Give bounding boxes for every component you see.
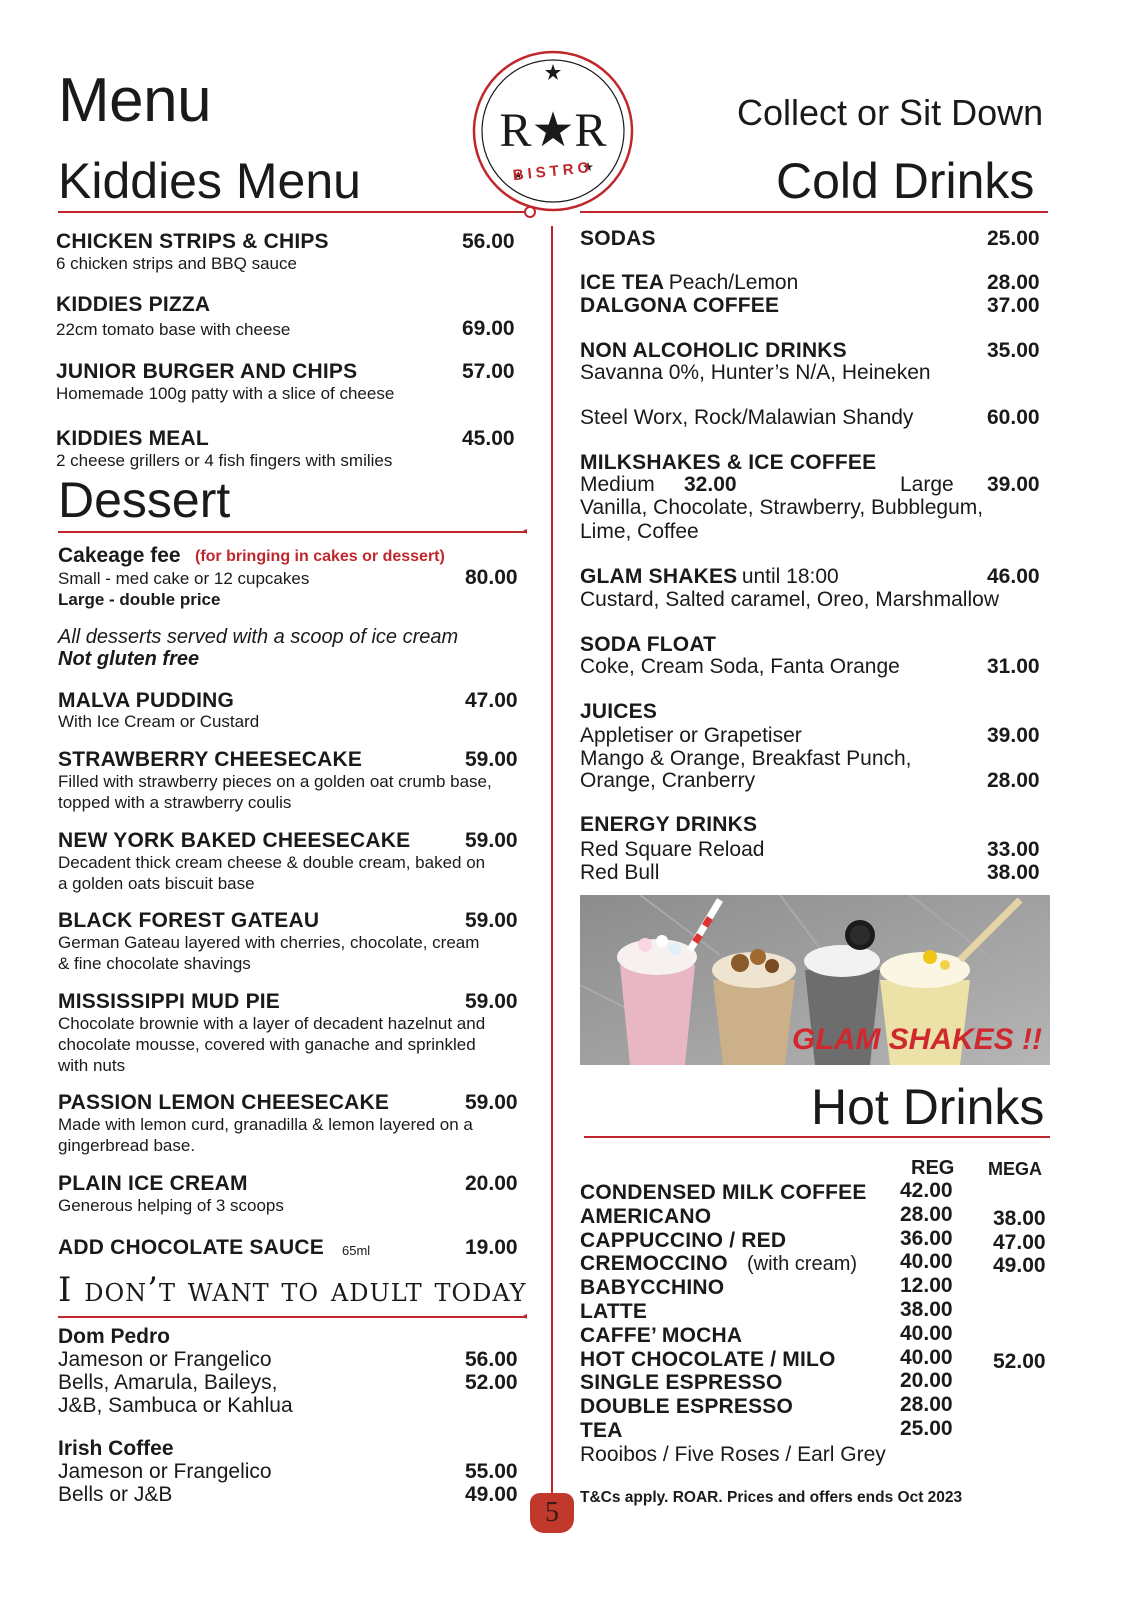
juices-price: 28.00 — [987, 769, 1040, 792]
glam-until: until 18:00 — [741, 565, 839, 588]
hot-drink-name: CREMOCCINO — [580, 1252, 728, 1276]
item-desc: Homemade 100g patty with a slice of cheese — [56, 384, 395, 403]
non-alc-name: NON ALCOHOLIC DRINKS — [580, 339, 847, 362]
irish-coffee-price: 55.00 — [465, 1460, 518, 1483]
glam-line: Custard, Salted caramel, Oreo, Marshmallow — [580, 588, 999, 611]
irish-coffee-line: Jameson or Frangelico — [58, 1460, 272, 1483]
hot-drink-reg-price: 28.00 — [900, 1393, 953, 1417]
glam-row — [580, 565, 839, 589]
item-name: PLAIN ICE CREAM — [58, 1172, 248, 1195]
item-desc: a golden oats biscuit base — [58, 874, 255, 893]
dalgona-name: DALGONA COFFEE — [580, 294, 780, 317]
hot-drink-name: SINGLE ESPRESSO — [580, 1371, 783, 1395]
non-alc-price: 35.00 — [987, 339, 1040, 362]
bistro-logo — [472, 50, 634, 212]
ice-tea-flavour: Peach/Lemon — [668, 271, 799, 294]
hot-drink-name: CONDENSED MILK COFFEE — [580, 1181, 867, 1204]
item-desc: Made with lemon curd, granadilla & lemon layered on a — [58, 1115, 473, 1134]
hot-drink-reg-price: 25.00 — [900, 1417, 953, 1440]
menu-title: Menu — [58, 66, 212, 135]
cakeage-price: 80.00 — [465, 566, 518, 589]
dom-pedro-line: Bells, Amarula, Baileys, — [58, 1371, 278, 1394]
cold-rule — [580, 211, 1048, 213]
hot-drink-reg-price: 12.00 — [900, 1274, 953, 1298]
col-reg-header: REG — [911, 1157, 955, 1179]
item-name: STRAWBERRY CHEESECAKE — [58, 748, 363, 771]
item-price: 59.00 — [465, 990, 518, 1013]
item-price: 59.00 — [465, 1091, 518, 1114]
hot-drink-name: CAFFE’ MOCHA — [580, 1323, 743, 1347]
cakeage-line: Large - double price — [58, 590, 221, 609]
item-name: KIDDIES PIZZA — [56, 293, 211, 316]
energy-item: Red Bull — [580, 861, 660, 884]
hot-drink-reg-price: 40.00 — [900, 1345, 953, 1369]
item-desc: gingerbread base. — [58, 1136, 196, 1155]
item-desc: 22cm tomato base with cheese — [56, 320, 291, 339]
hot-drink-name: HOT CHOCOLATE / MILO — [580, 1347, 836, 1371]
large-label: Large — [900, 473, 954, 496]
item-desc: Generous helping of 3 scoops — [58, 1196, 284, 1215]
dom-pedro-line: Jameson or Frangelico — [58, 1348, 272, 1371]
cakeage-name: Cakeage fee — [58, 544, 181, 567]
item-price: 69.00 — [462, 317, 515, 340]
dessert-rule — [58, 531, 526, 533]
sodas-price: 25.00 — [987, 227, 1040, 250]
float-name: SODA FLOAT — [580, 633, 717, 656]
hot-drink-mega-price: 52.00 — [993, 1349, 1046, 1373]
juices-name: JUICES — [580, 700, 658, 723]
item-price: 57.00 — [462, 360, 515, 383]
item-price: 56.00 — [462, 230, 515, 253]
hot-drink-reg-price: 42.00 — [900, 1179, 953, 1202]
item-name: PASSION LEMON CHEESECAKE — [58, 1091, 390, 1114]
footer-note: T&Cs apply. ROAR. Prices and offers ends Oct 2023 — [580, 1489, 963, 1506]
energy-name: ENERGY DRINKS — [580, 813, 758, 836]
item-desc: 2 cheese grillers or 4 fish fingers with smilies — [56, 451, 393, 470]
item-name: MISSISSIPPI MUD PIE — [58, 990, 281, 1013]
hot-drink-reg-price: 28.00 — [900, 1202, 953, 1226]
hot-drink-name: TEA — [580, 1419, 623, 1442]
shandy-price: 60.00 — [987, 406, 1040, 429]
hot-rule — [584, 1136, 1050, 1138]
column-divider — [551, 226, 553, 1502]
item-desc: German Gateau layered with cherries, chocolate, cream — [58, 933, 480, 952]
hot-drinks-title: Hot Drinks — [811, 1079, 1045, 1135]
dalgona-price: 37.00 — [987, 294, 1040, 317]
item-desc: 6 chicken strips and BBQ sauce — [56, 254, 297, 273]
hot-drink-name: LATTE — [580, 1300, 648, 1323]
hot-drink-mega-price: 38.00 — [993, 1206, 1046, 1230]
dom-pedro-price: 56.00 — [465, 1348, 518, 1371]
energy-item: Red Square Reload — [580, 838, 765, 861]
float-line: Coke, Cream Soda, Fanta Orange — [580, 655, 900, 678]
item-price: 20.00 — [465, 1172, 518, 1195]
kiddies-rule — [58, 211, 528, 213]
logo-mark: R★R — [499, 104, 607, 157]
large-price: 39.00 — [987, 473, 1040, 496]
ice-tea-price: 28.00 — [987, 271, 1040, 294]
irish-coffee-name: Irish Coffee — [58, 1437, 174, 1460]
rule-arrow-icon: ◂ — [522, 526, 528, 537]
hot-drink-mega-price: 49.00 — [993, 1254, 1046, 1278]
item-name: CHICKEN STRIPS & CHIPS — [56, 230, 329, 253]
item-name: KIDDIES MEAL — [56, 427, 209, 450]
irish-coffee-line: Bells or J&B — [58, 1483, 173, 1506]
col-mega-header: MEGA — [988, 1159, 1042, 1179]
gluten-notice: Not gluten free — [58, 648, 200, 670]
cakeage-line: Small - med cake or 12 cupcakes — [58, 569, 310, 588]
hot-drink-reg-price: 20.00 — [900, 1369, 953, 1393]
milkshake-flavours: Lime, Coffee — [580, 520, 699, 543]
adult-rule — [58, 1316, 526, 1318]
photo-caption: GLAM SHAKES !! — [792, 1023, 1042, 1056]
glam-name: GLAM SHAKES — [580, 565, 738, 588]
dom-pedro-name: Dom Pedro — [58, 1325, 171, 1348]
hot-drink-reg-price: 36.00 — [900, 1226, 953, 1250]
item-price: 59.00 — [465, 748, 518, 771]
glam-shakes-photo — [580, 895, 1050, 1065]
item-name: NEW YORK BAKED CHEESECAKE — [58, 829, 411, 852]
juices-line: Mango & Orange, Breakfast Punch, — [580, 747, 912, 770]
item-price: 47.00 — [465, 689, 518, 712]
hot-drink-name: AMERICANO — [580, 1204, 712, 1228]
hot-drink-mega-price: 47.00 — [993, 1230, 1046, 1254]
shandy-line: Steel Worx, Rock/Malawian Shandy — [580, 406, 914, 429]
milkshakes-name: MILKSHAKES & ICE COFFEE — [580, 451, 877, 474]
kiddies-menu-title: Kiddies Menu — [58, 153, 361, 209]
item-desc: With Ice Cream or Custard — [58, 712, 260, 731]
item-price: 59.00 — [465, 829, 518, 852]
item-desc: Chocolate brownie with a layer of decadent hazelnut and — [58, 1014, 486, 1033]
item-desc: & fine chocolate shavings — [58, 954, 251, 973]
juices-line: Appletiser or Grapetiser — [580, 724, 802, 747]
juices-price: 39.00 — [987, 724, 1040, 747]
item-name: MALVA PUDDING — [58, 689, 235, 712]
page-number: 5 — [530, 1493, 574, 1533]
tea-line: Rooibos / Five Roses / Earl Grey — [580, 1443, 886, 1466]
sodas-name: SODAS — [580, 227, 656, 250]
dom-pedro-line: J&B, Sambuca or Kahlua — [58, 1394, 293, 1417]
energy-price: 33.00 — [987, 838, 1040, 861]
milkshake-flavours: Vanilla, Chocolate, Strawberry, Bubblegum, — [580, 496, 984, 519]
hot-drink-reg-price: 40.00 — [900, 1321, 953, 1345]
logo-word: BISTRO — [511, 158, 594, 185]
ice-tea-name: ICE TEA — [580, 271, 665, 294]
item-desc: Filled with strawberry pieces on a golden oat crumb base, — [58, 772, 492, 791]
item-price: 45.00 — [462, 427, 515, 450]
juices-line: Orange, Cranberry — [580, 769, 756, 792]
medium-label: Medium — [580, 473, 655, 496]
cakeage-note: (for bringing in cakes or dessert) — [195, 548, 445, 565]
dessert-title: Dessert — [58, 472, 231, 528]
item-price: 19.00 — [465, 1236, 518, 1259]
float-price: 31.00 — [987, 655, 1040, 678]
item-price: 59.00 — [465, 909, 518, 932]
item-name: JUNIOR BURGER AND CHIPS — [56, 360, 358, 383]
cold-drinks-title: Cold Drinks — [776, 153, 1035, 209]
collect-line: Collect or Sit Down — [737, 92, 1044, 133]
irish-coffee-price: 49.00 — [465, 1483, 518, 1506]
hot-drink-name: DOUBLE ESPRESSO — [580, 1395, 794, 1419]
hot-drink-reg-price: 38.00 — [900, 1298, 953, 1321]
item-desc: with nuts — [58, 1056, 126, 1075]
energy-price: 38.00 — [987, 861, 1040, 884]
item-size: 65ml — [342, 1243, 371, 1258]
glam-price: 46.00 — [987, 565, 1040, 588]
dessert-notice: All desserts served with a scoop of ice cream — [58, 626, 459, 648]
dom-pedro-price: 52.00 — [465, 1371, 518, 1394]
rule-arrow-icon: ◂ — [522, 1311, 528, 1322]
item-desc: Decadent thick cream cheese & double cream, baked on — [58, 853, 486, 872]
hot-drink-name: CAPPUCCINO / RED — [580, 1228, 787, 1252]
adult-title: I don’t want to adult today — [58, 1270, 527, 1310]
ice-tea-row — [580, 271, 798, 295]
item-desc: topped with a strawberry coulis — [58, 793, 292, 812]
hot-drink-reg-price: 40.00 — [900, 1250, 953, 1274]
hot-drink-name: BABYCCHINO — [580, 1276, 725, 1300]
medium-price: 32.00 — [684, 473, 737, 496]
item-desc: chocolate mousse, covered with ganache and sprinkled — [58, 1035, 476, 1054]
item-name: ADD CHOCOLATE SAUCE — [58, 1236, 324, 1259]
item-name: BLACK FOREST GATEAU — [58, 909, 320, 932]
rule-ornament-icon — [524, 206, 536, 218]
non-alc-line: Savanna 0%, Hunter’s N/A, Heineken — [580, 361, 931, 384]
hot-drink-extra: (with cream) — [747, 1253, 858, 1276]
